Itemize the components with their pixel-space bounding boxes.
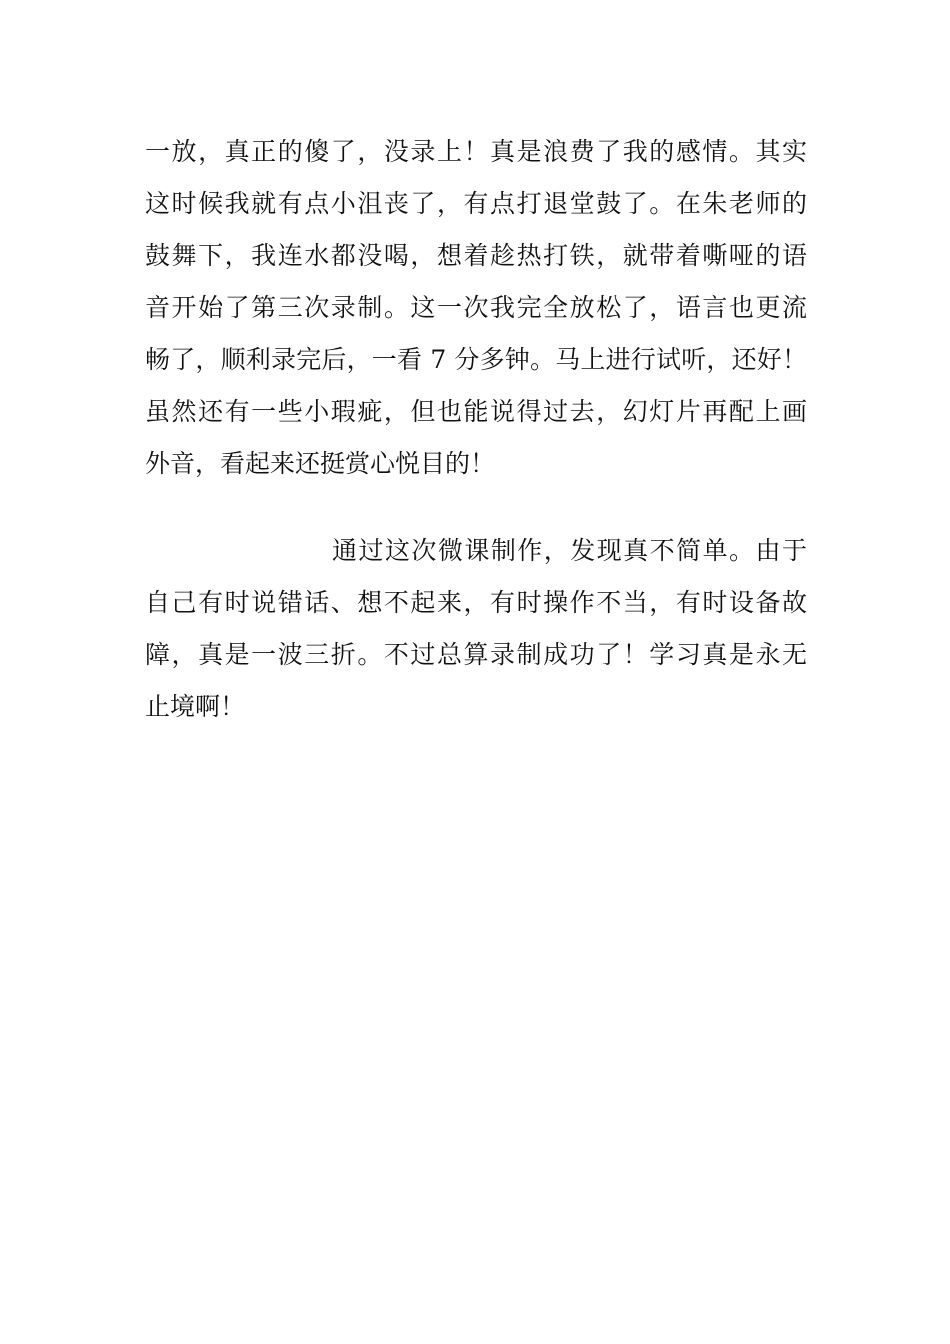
- paragraph-1-line-6: 虽然还有一些小瑕疵，但也能说得过去，幻灯片再配上画: [145, 397, 807, 426]
- paragraph-2-line-1: 通过这次微课制作，发现真不简单。由于: [332, 536, 807, 565]
- paragraph-1-line-7: 外音，看起来还挺赏心悦目的！: [145, 449, 496, 478]
- paragraph-1-line-5: 畅了，顺利录完后，一看 7 分多钟。马上进行试听，还好！: [145, 345, 807, 374]
- paragraph-1-line-2: 这时候我就有点小沮丧了，有点打退堂鼓了。在朱老师的: [145, 189, 807, 218]
- paragraph-1: [145, 126, 807, 490]
- paragraph-2-line-2: 自己有时说错话、想不起来，有时操作不当，有时设备故: [145, 588, 807, 617]
- paragraph-1-line-1: 一放，真正的傻了，没录上！真是浪费了我的感情。其实: [145, 137, 807, 166]
- paragraph-2: [145, 525, 807, 733]
- paragraph-1-line-3: 鼓舞下，我连水都没喝，想着趁热打铁，就带着嘶哑的语: [145, 241, 807, 270]
- paragraph-2-line-3: 障，真是一波三折。不过总算录制成功了！学习真是永无: [145, 640, 807, 669]
- paragraph-2-line-4: 止境啊！: [145, 692, 246, 721]
- paragraph-1-line-4: 音开始了第三次录制。这一次我完全放松了，语言也更流: [145, 293, 807, 322]
